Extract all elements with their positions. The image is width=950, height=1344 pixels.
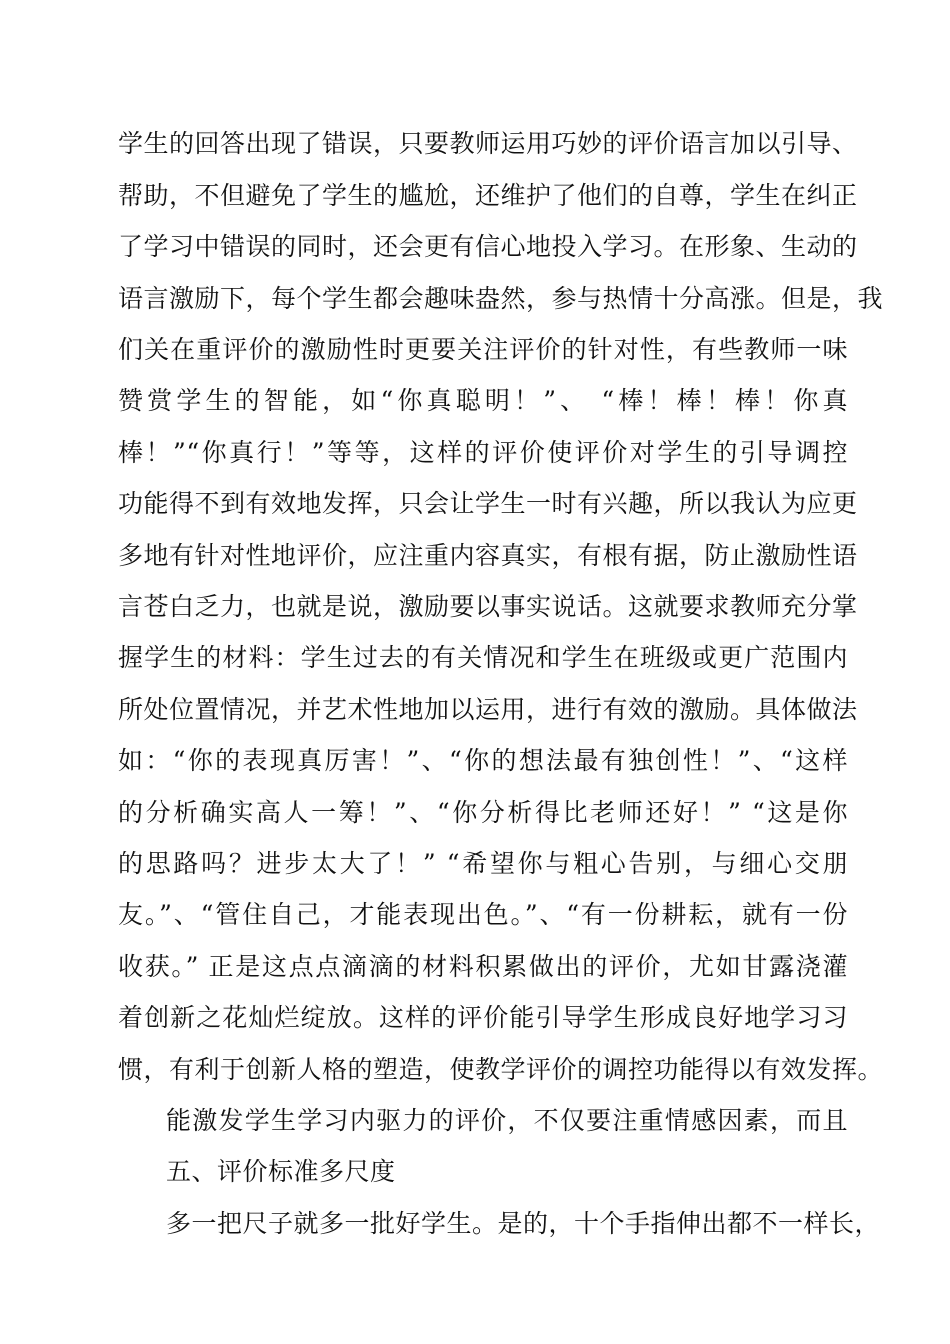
text-line-16: 友。”、“管住自己，才能表现出色。”、“有一份耕耘，就有一份 [118,900,848,929]
text-line-20: 能激发学生学习内驱力的评价，不仅要注重情感因素，而且 [166,1106,848,1135]
text-line-18: 着创新之花灿烂绽放。这样的评价能引导学生形成良好地学习习 [118,1003,848,1032]
text-line-22: 多一把尺子就多一批好学生。是的，十个手指伸出都不一样长， [166,1209,881,1238]
text-line-6: 赞赏学生的智能，如“你真聪明！”、 “棒！棒！棒！你真 [118,386,848,415]
text-line-7: 棒！”“你真行！”等等，这样的评价使评价对学生的引导调控 [118,438,848,467]
text-line-4: 语言激励下，每个学生都会趣味盎然，参与热情十分高涨。但是，我 [118,284,884,313]
text-line-19: 惯，有利于创新人格的塑造，使教学评价的调控功能得以有效发挥。 [118,1055,884,1084]
text-line-2: 帮助，不但避免了学生的尴尬，还维护了他们的自尊，学生在纠正 [118,181,858,210]
text-line-8: 功能得不到有效地发挥，只会让学生一时有兴趣，所以我认为应更 [118,489,858,518]
text-line-14: 的分析确实高人一筹！”、“你分析得比老师还好！” “这是你 [118,798,848,827]
text-line-11: 握学生的材料：学生过去的有关情况和学生在班级或更广范围内 [118,643,848,672]
text-line-9: 多地有针对性地评价，应注重内容真实，有根有据，防止激励性语 [118,541,858,570]
text-line-10: 言苍白乏力，也就是说，激励要以事实说话。这就要求教师充分掌 [118,592,858,621]
text-line-15: 的思路吗？进步太大了！” “希望你与粗心告别，与细心交朋 [118,849,848,878]
text-line-17: 收获。” 正是这点点滴滴的材料积累做出的评价，尤如甘露浇灌 [118,952,848,981]
section-heading: 五、评价标准多尺度 [166,1157,396,1186]
text-line-12: 所处位置情况，并艺术性地加以运用，进行有效的激励。具体做法 [118,695,858,724]
text-line-13: 如：“你的表现真厉害！”、“你的想法最有独创性！”、“这样 [118,746,848,775]
text-line-1: 学生的回答出现了错误，只要教师运用巧妙的评价语言加以引导、 [118,129,858,158]
text-line-5: 们关在重评价的激励性时更要关注评价的针对性，有些教师一味 [118,335,848,364]
text-line-3: 了学习中错误的同时，还会更有信心地投入学习。在形象、生动的 [118,232,858,261]
